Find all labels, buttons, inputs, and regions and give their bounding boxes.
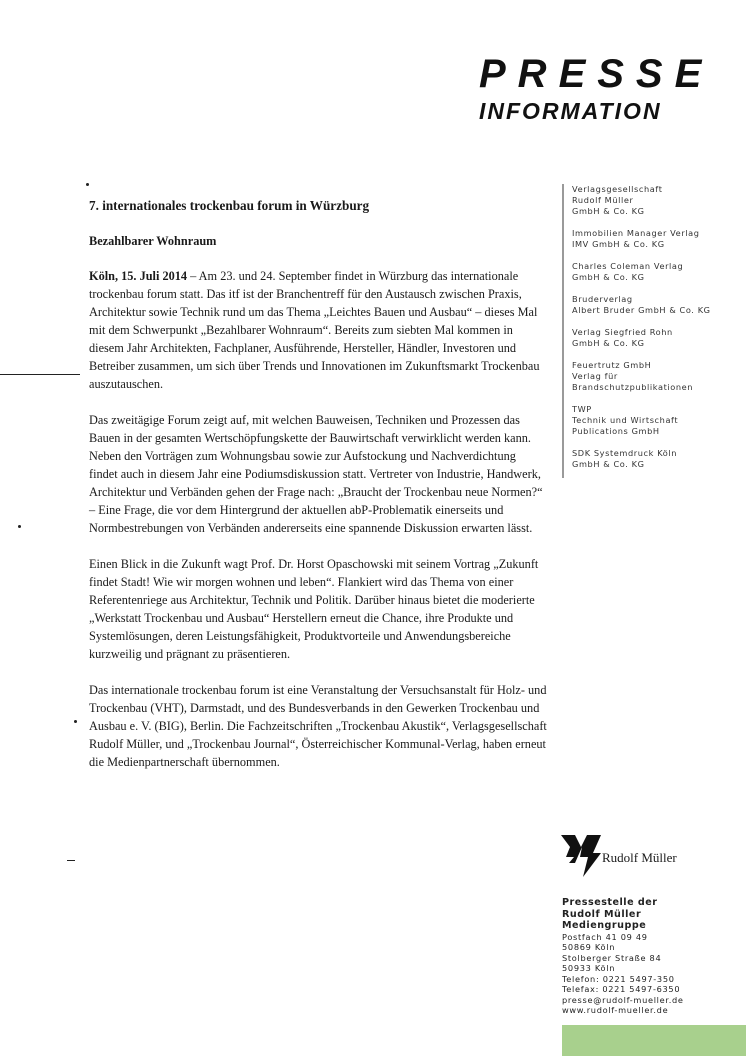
contact-address-line: Stolberger Straße 84 — [562, 952, 662, 963]
article — [89, 197, 547, 789]
contact-header-line: Mediengruppe — [562, 920, 647, 931]
company-entry — [572, 360, 711, 393]
rm-logo-icon — [560, 833, 602, 879]
contact-phone: Telefon: 0221 5497-350 — [562, 973, 675, 984]
company-line: GmbH & Co. KG — [572, 206, 645, 216]
article-headline: 7. internationales trockenbau forum in Würzburg — [89, 198, 370, 213]
contact-address-line: 50869 Köln — [562, 942, 616, 952]
contact-fax: Telefax: 0221 5497-6350 — [562, 984, 681, 994]
company-line: Verlag für — [572, 371, 618, 381]
company-line: Verlag Siegfried Rohn — [572, 327, 673, 337]
logo-text: Rudolf Müller — [602, 850, 677, 865]
contact-address-line: 50933 Köln — [562, 963, 616, 973]
fold-mark-middle — [74, 720, 77, 723]
contact-address-line: Postfach 41 09 49 — [562, 931, 648, 942]
fold-mark-bottom — [67, 860, 75, 861]
company-line: GmbH & Co. KG — [572, 459, 645, 469]
contact-header-line: Pressestelle der — [562, 897, 658, 908]
company-line: Rudolf Müller — [572, 195, 634, 205]
company-line: Charles Coleman Verlag — [572, 261, 684, 271]
presse-title: PRESSE — [479, 52, 714, 96]
company-line: Bruderverlag — [572, 294, 633, 304]
article-paragraph: Einen Blick in die Zukunft wagt Prof. Dr. Horst Opaschowski mit seinem Vortrag „Zukunft findet Stadt! Wie wir morgen wohnen und leben“. Flankiert wird das Thema von einer Referentenriege aus Architektur, Technik und Politik. Darüber hinaus bietet die moderierte „Werkstatt Trockenbau und Ausbau“ Herstellern erneut die Chance, ihre Produkte und Systemlösungen, deren Leistungsfähigkeit, Produktvorteile und Anwendungsbereiche kurzweilig und prägnant zu präsentieren. — [89, 557, 539, 661]
company-entry — [572, 404, 711, 437]
contact-header-line: Rudolf Müller — [562, 908, 642, 920]
company-sidebar — [562, 184, 744, 478]
company-line: IMV GmbH & Co. KG — [572, 239, 665, 249]
company-line: Albert Bruder GmbH & Co. KG — [572, 305, 711, 315]
company-line: Brandschutzpublikationen — [572, 382, 694, 392]
company-line: TWP — [572, 404, 592, 414]
press-contact — [562, 897, 684, 1016]
article-paragraph — [89, 267, 547, 393]
company-entry — [572, 327, 711, 349]
punch-mark — [18, 525, 21, 528]
company-line: Technik und Wirtschaft — [572, 415, 679, 425]
article-paragraph: Das internationale trockenbau forum ist eine Veranstaltung der Versuchsanstalt für Holz- und Trockenbau (VHT), Darmstadt, und des Bundesverbands in den Gewerken Trockenbau und Ausbau e. V. (BIG), Berlin. Die Fachzeitschriften „Trockenbau Akustik“, Verlagsgesellschaft Rudolf Müller, und „Trockenbau Journal“, Österreichischer Kommunal-Verlag, haben erneut die Medienpartnerschaft übernommen. — [89, 683, 547, 769]
dateline: Köln, 15. Juli 2014 — [89, 269, 188, 283]
company-line: Immobilien Manager Verlag — [572, 228, 700, 238]
company-entry — [572, 448, 711, 470]
company-entry — [572, 261, 711, 283]
company-line: GmbH & Co. KG — [572, 338, 645, 348]
article-paragraph: Das zweitägige Forum zeigt auf, mit welchen Bauweisen, Techniken und Prozessen das Bauen in der gesamten Wertschöpfungskette der Bauwirtschaft verwirklicht werden kann. Neben den Vorträgen zum Wohnungsbau sowie zur Aufstockung und Nachverdichtung findet auch in diesem Jahr eine Podiumsdiskussion statt. Vertreter von Industrie, Handwerk, Architektur und Verbänden gehen der Frage nach: „Braucht der Trockenbau neue Normen?“ – Eine Frage, die vor dem Hintergrund der aktuellen abP-Problematik einerseits und Normbestrebungen von Verbänden andererseits eine spannende Diskussion erwarten lässt. — [89, 413, 543, 535]
company-entry — [572, 294, 711, 316]
rudolf-mueller-logo — [560, 833, 690, 879]
company-line: GmbH & Co. KG — [572, 272, 645, 282]
contact-website: www.rudolf-mueller.de — [562, 1005, 669, 1015]
fold-mark-line — [0, 374, 80, 375]
information-subtitle: INFORMATION — [479, 98, 662, 124]
fold-mark-top — [86, 183, 89, 186]
company-line: Feuertrutz GmbH — [572, 360, 652, 370]
paragraph-text: – Am 23. und 24. September findet in Würzburg das internationale trockenbau forum statt. Das itf ist der Branchentreff für den Austausch zwischen Praxis, Architektur sowie Technik rund um das Thema „Leichtes Bauen und Ausbau“ – dieses Mal mit dem Schwerpunkt „Bezahlbarer Wohnraum“. Bereits zum siebten Mal kommen in diesem Jahr Architekten, Fachplaner, Ausführende, Hersteller, Händler, Investoren und Betreiber zusammen, um sich über Trends und Innovationen im Zukunftsmarkt Trockenbau auszutauschen. — [89, 269, 540, 391]
company-line: Verlagsgesellschaft — [572, 184, 663, 194]
contact-email: presse@rudolf-mueller.de — [562, 994, 684, 1005]
company-entry — [572, 228, 711, 250]
company-line: SDK Systemdruck Köln — [572, 448, 678, 458]
company-list — [572, 184, 711, 481]
company-entry — [572, 184, 711, 217]
company-line: Publications GmbH — [572, 426, 660, 436]
article-subheadline: Bezahlbarer Wohnraum — [89, 234, 217, 248]
accent-green-bar — [562, 1025, 746, 1056]
